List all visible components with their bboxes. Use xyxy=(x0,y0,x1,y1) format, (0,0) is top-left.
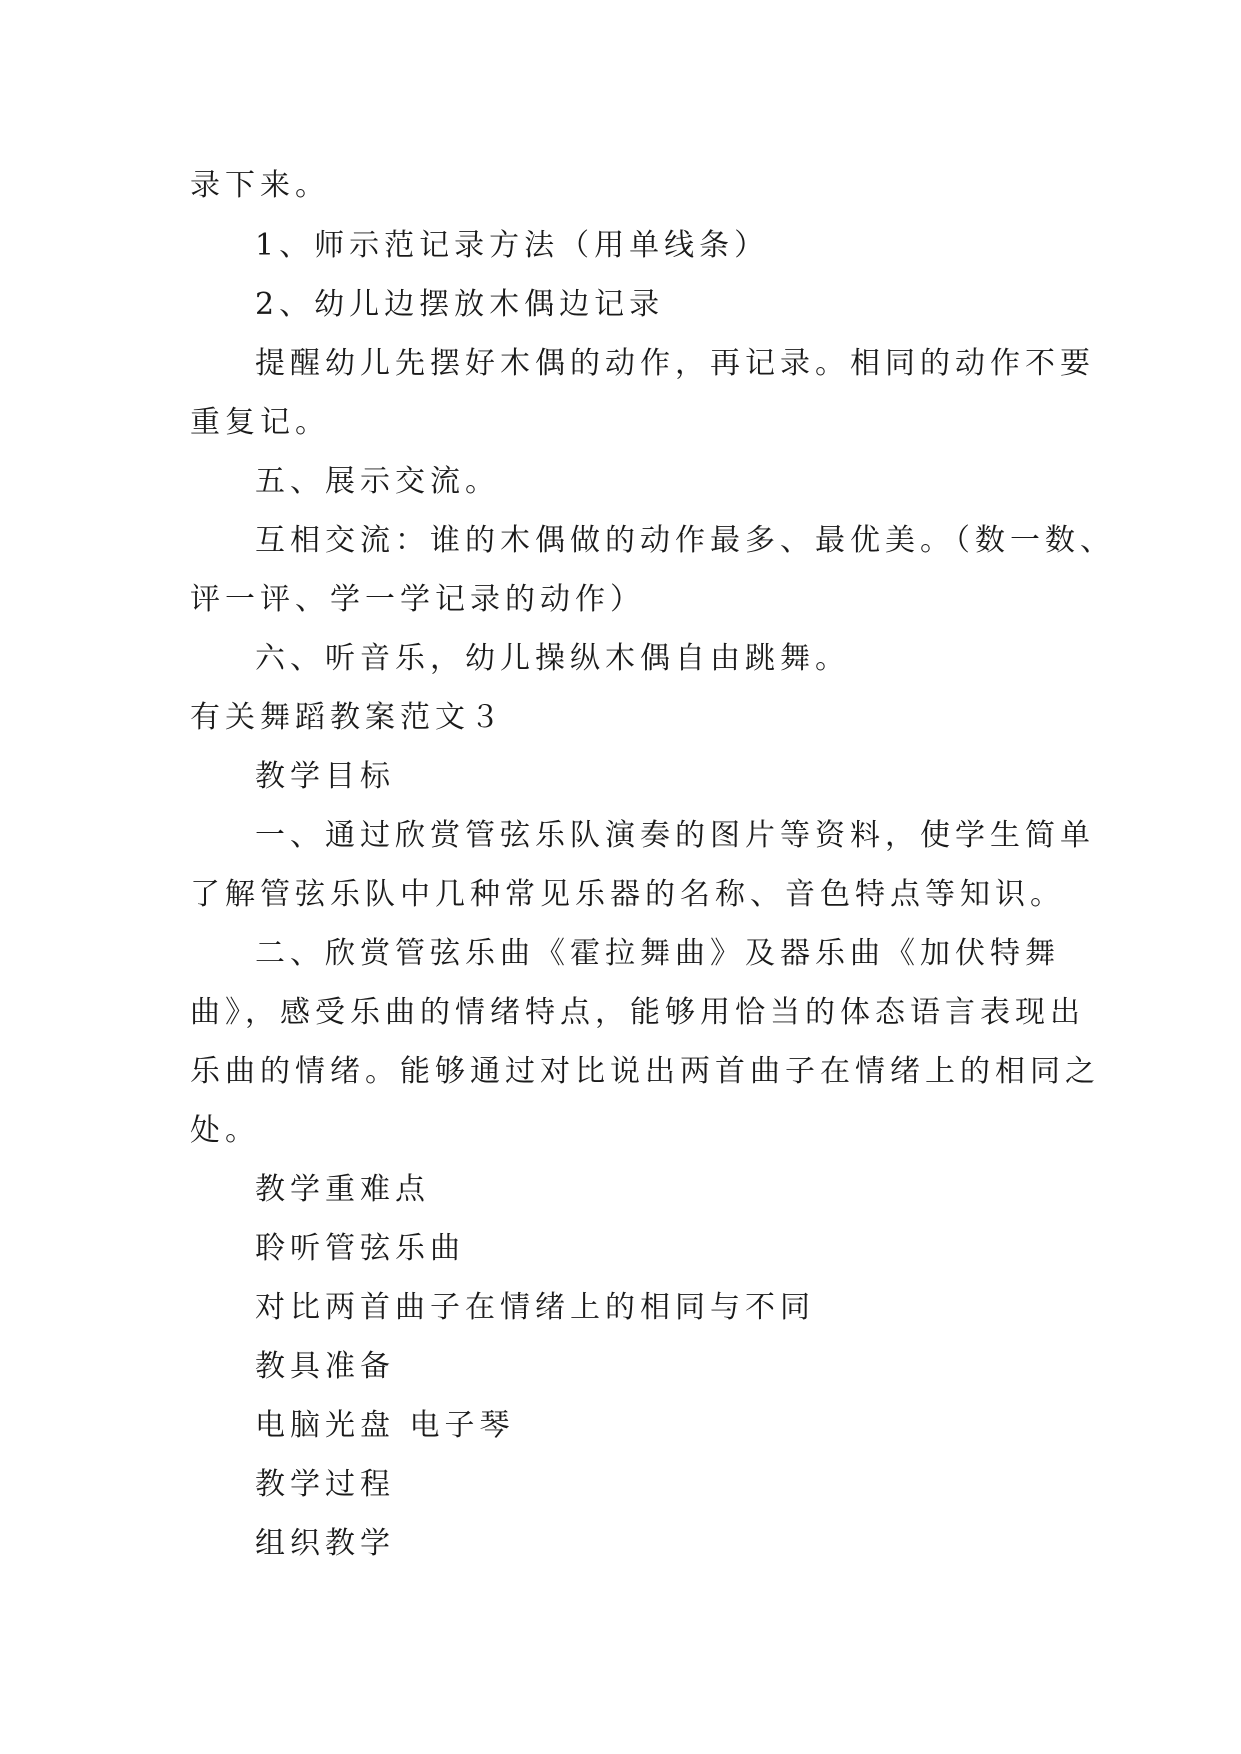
section-heading: 教学过程 xyxy=(255,1467,395,1502)
text-line: 互相交流：谁的木偶做的动作最多、最优美。（数一数、 xyxy=(255,523,1115,558)
section-heading: 教学重难点 xyxy=(255,1172,430,1207)
text-line: 电脑光盘 电子琴 xyxy=(255,1408,515,1443)
section-heading: 教具准备 xyxy=(255,1349,395,1384)
section-heading: 六、听音乐，幼儿操纵木偶自由跳舞。 xyxy=(255,641,850,676)
text-line: 重复记。 xyxy=(190,405,330,440)
section-heading: 五、展示交流。 xyxy=(255,464,500,499)
document-title: 有关舞蹈教案范文３ xyxy=(190,700,505,735)
section-heading: 教学目标 xyxy=(255,759,395,794)
text-line: 曲》，感受乐曲的情绪特点，能够用恰当的体态语言表现出 xyxy=(190,995,1085,1030)
text-line: 1、师示范记录方法（用单线条） xyxy=(255,228,770,263)
text-line: 提醒幼儿先摆好木偶的动作，再记录。相同的动作不要 xyxy=(255,346,1095,381)
text-line: 乐曲的情绪。能够通过对比说出两首曲子在情绪上的相同之 xyxy=(190,1054,1100,1089)
text-line: 一、通过欣赏管弦乐队演奏的图片等资料，使学生简单 xyxy=(255,818,1095,853)
text-line: 2、幼儿边摆放木偶边记录 xyxy=(255,287,665,322)
text-line: 处。 xyxy=(190,1113,260,1148)
text-line: 了解管弦乐队中几种常见乐器的名称、音色特点等知识。 xyxy=(190,877,1065,912)
text-line: 二、欣赏管弦乐曲《霍拉舞曲》及器乐曲《加伏特舞 xyxy=(255,936,1060,971)
text-line: 组织教学 xyxy=(255,1526,395,1561)
text-line: 录下来。 xyxy=(190,168,330,203)
text-line: 对比两首曲子在情绪上的相同与不同 xyxy=(255,1290,815,1325)
text-line: 聆听管弦乐曲 xyxy=(255,1231,465,1266)
text-line: 评一评、学一学记录的动作） xyxy=(190,582,645,617)
